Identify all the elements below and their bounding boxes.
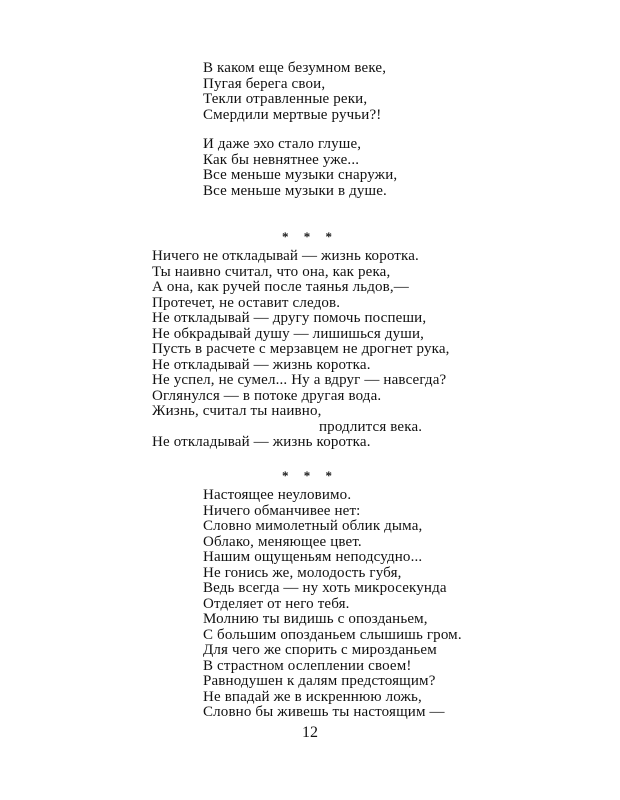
poem-line-indented: продлится века. [319, 418, 423, 435]
poem-line: Ведь всегда — ну хоть микросекунда [203, 580, 447, 596]
poem-line: А она, как ручей после таянья льдов,— [152, 279, 409, 295]
poem-line: Текли отравленные реки, [203, 91, 368, 107]
poem-line: Не гонись же, молодость губя, [203, 564, 402, 581]
poem-line: Пугая берега свои, [203, 75, 326, 92]
poem-line: Отделяет от него тебя. [203, 595, 350, 612]
poem-line: Ничего не откладывай — жизнь коротка. [152, 248, 419, 264]
page-number: 12 [302, 724, 318, 741]
poem-line: Не откладывай — жизнь коротка. [152, 356, 371, 373]
poem-line: Облако, меняющее цвет. [203, 533, 362, 550]
poem-line: Не откладывай — другу помочь поспеши, [152, 310, 427, 326]
poem-line: Смердили мертвые ручьи?! [203, 106, 382, 123]
poem-line: Словно мимолетный облик дыма, [203, 518, 423, 534]
poem-line: Ничего обманчивее нет: [203, 502, 361, 519]
poem-line: Как бы невнятнее уже... [203, 151, 360, 168]
poem-line: С большим опозданьем слышишь гром. [203, 626, 462, 643]
poem-line: Для чего же спорить с мирозданьем [203, 642, 437, 658]
poem-line: Протечет, не оставит следов. [152, 294, 341, 311]
poem-line: Настоящее неуловимо. [203, 487, 352, 503]
poem-line: И даже эхо стало глуше, [203, 136, 362, 152]
poem-line: Молнию ты видишь с опозданьем, [203, 611, 428, 627]
poem-line: Не успел, не сумел... Ну а вдруг — навсегда? [152, 372, 447, 388]
poem-line: Равнодушен к далям предстоящим? [203, 673, 436, 689]
section-separator: * * * [282, 229, 338, 244]
poem-line: Не обкрадывай душу — лишишься души, [152, 325, 425, 342]
poem-2 [152, 249, 450, 451]
poem-line: Словно бы живешь ты настоящим — [203, 704, 445, 720]
poem-line: Все меньше музыки в душе. [203, 182, 387, 199]
poem-1 [203, 61, 397, 199]
poem-line: В каком еще безумном веке, [203, 60, 387, 76]
poem-line: Ты наивно считал, что она, как река, [152, 263, 391, 280]
poem-line: Не откладывай — жизнь коротка. [152, 434, 371, 450]
poem-line: Пусть в расчете с мерзавцем не дрогнет рука, [152, 341, 450, 357]
section-separator: * * * [282, 468, 338, 483]
poem-line: Не впадай же в искреннюю ложь, [203, 688, 422, 705]
poem-line: Нашим ощущеньям неподсудно... [203, 549, 423, 565]
poem-line: Оглянулся — в потоке другая вода. [152, 387, 382, 404]
poem-line: Все меньше музыки снаружи, [203, 167, 398, 183]
poem-1-stanza-1 [203, 61, 397, 123]
poem-1-stanza-2 [203, 137, 397, 199]
poem-3 [203, 488, 462, 721]
poem-line: Жизнь, считал ты наивно, [152, 403, 322, 419]
poem-line: В страстном ослеплении своем! [203, 657, 412, 674]
